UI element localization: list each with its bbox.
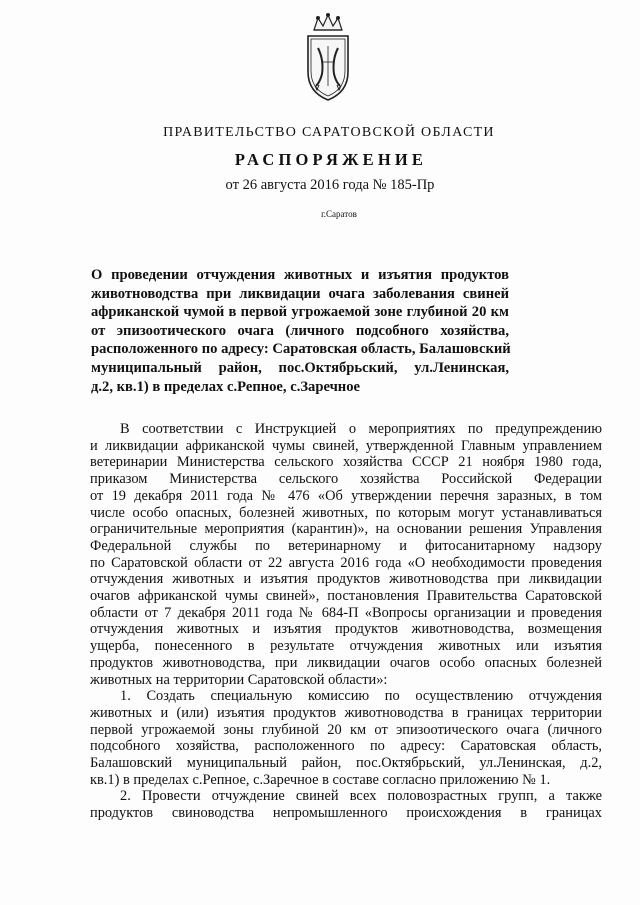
document-city: г.Саратов xyxy=(321,209,357,219)
document-type: РАСПОРЯЖЕНИЕ xyxy=(234,150,428,169)
saratov-coat-of-arms-icon xyxy=(300,12,356,104)
body-line: приказом Министерства сельского хозяйства Российской Федерации xyxy=(90,471,602,488)
document-subject xyxy=(91,266,509,396)
subject-line: д.2, кв.1) в пределах с.Репное, с.Заречное xyxy=(91,378,360,395)
body-line: от 19 декабря 2011 года № 476 «Об утверждении перечня заразных, в том xyxy=(90,487,602,504)
body-line: подсобного хозяйства, расположенного по адресу: Саратовская область, xyxy=(90,738,602,755)
body-line: по Саратовской области от 22 августа 2016 года «О необходимости проведения xyxy=(90,554,602,571)
body-line: ущерба, понесенного в результате отчуждения животных или изъятия xyxy=(90,638,602,655)
body-line: отчуждения животных и изъятия продуктов животноводства при ликвидации xyxy=(90,571,602,588)
subject-line: животноводства при ликвидации очага заболевания свиней xyxy=(91,285,509,302)
body-line: 2. Провести отчуждение свиней всех половозрастных групп, а также xyxy=(120,788,602,805)
body-line: отчуждения животных и изъятия продуктов животноводства, возмещения xyxy=(90,621,602,638)
preamble-paragraph xyxy=(90,421,602,688)
body-line: очагов африканской чумы свиней», постановления Правительства Саратовской xyxy=(90,588,602,605)
body-line: Балашовский муниципальный район, пос.Октябрьский, ул.Ленинская, д.2, xyxy=(90,755,602,772)
subject-line: муниципальный район, пос.Октябрьский, ул.Ленинская, xyxy=(91,359,509,376)
body-line: животных и (или) изъятия продуктов животноводства в границах территории xyxy=(90,704,602,721)
subject-line: расположенного по адресу: Саратовская область, Балашовский xyxy=(91,341,511,358)
body-line: числе особо опасных, болезней животных, по которым могут устанавливаться xyxy=(90,504,602,521)
subject-line: африканской чумой в первой угрожаемой зоне глубиной 20 км xyxy=(91,304,509,321)
body-line: животных на территории Саратовской области»: xyxy=(90,671,388,688)
body-line: области от 7 декабря 2011 года № 684-П «Вопросы организации и проведения xyxy=(90,604,602,621)
body-line: В соответствии с Инструкцией о мероприятиях по предупреждению xyxy=(120,421,602,437)
subject-line: от эпизоотического очага (личного подсобного хозяйства, xyxy=(91,322,509,339)
subject-line: О проведении отчуждения животных и изъятия продуктов xyxy=(91,267,509,283)
document-body xyxy=(90,421,602,822)
body-line: Федеральной службы по ветеринарному и фитосанитарному надзору xyxy=(90,537,602,554)
document-date-number: от 26 августа 2016 года № 185-Пр xyxy=(225,177,435,193)
body-line: ограничительные мероприятия (карантин)», на основании решения Управления xyxy=(90,521,602,538)
body-line: 1. Создать специальную комиссию по осуществлению отчуждения xyxy=(120,688,602,705)
body-line: продуктов свиноводства непромышленного происхождения в границах xyxy=(90,805,602,822)
body-line: первой угрожаемой зоны глубиной 20 км от эпизоотического очага (личного xyxy=(90,721,602,738)
item-1-paragraph xyxy=(90,688,602,788)
government-title: ПРАВИТЕЛЬСТВО САРАТОВСКОЙ ОБЛАСТИ xyxy=(163,125,495,140)
body-line: кв.1) в пределах с.Репное, с.Заречное в составе согласно приложению № 1. xyxy=(90,771,551,788)
body-line: и ликвидации африканской чумы свиней, утвержденной Главным управлением xyxy=(90,437,602,454)
item-2-paragraph xyxy=(90,788,602,821)
body-line: продуктов животноводства, при ликвидации очагов особо опасных болезней xyxy=(90,654,602,671)
body-line: ветеринарии Министерства сельского хозяйства СССР 21 ноября 1980 года, xyxy=(90,454,602,471)
